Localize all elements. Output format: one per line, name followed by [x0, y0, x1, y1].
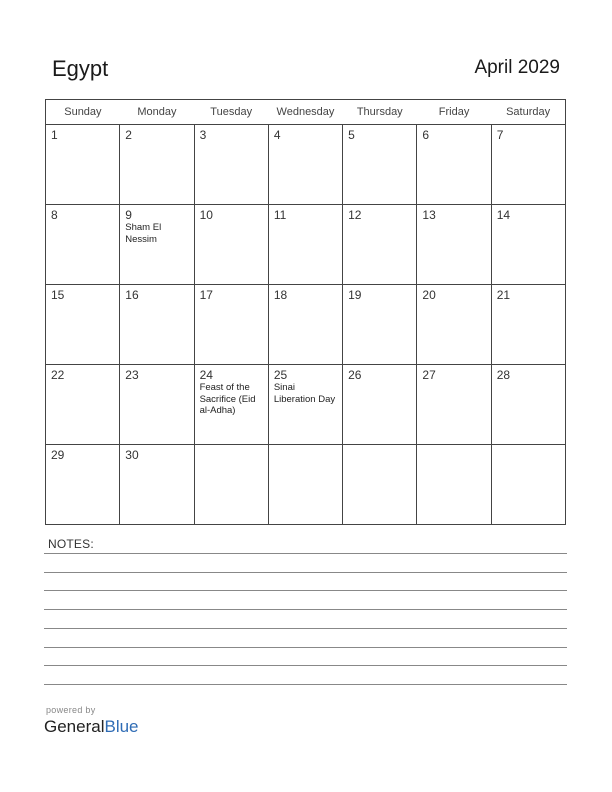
note-line — [44, 553, 567, 554]
day-number: 2 — [125, 128, 132, 142]
day-cell — [46, 205, 120, 285]
day-number: 19 — [348, 288, 362, 302]
holiday-label: Feast of the Sacrifice (Eid al-Adha) — [199, 382, 256, 416]
week-row — [46, 445, 566, 525]
day-number: 27 — [422, 368, 436, 382]
day-cell — [268, 205, 342, 285]
brand-general: General — [44, 717, 105, 736]
day-number: 21 — [496, 288, 511, 302]
day-cell — [343, 205, 417, 285]
day-number: 7 — [496, 128, 504, 142]
day-number: 10 — [199, 208, 213, 222]
day-cell — [120, 445, 194, 525]
day-cell — [491, 365, 565, 445]
day-number: 24 — [199, 368, 213, 382]
day-number: 20 — [422, 288, 436, 302]
brand-blue: Blue — [104, 717, 139, 736]
weekday-thursday: Thursday — [343, 100, 417, 125]
week-row — [46, 365, 566, 445]
day-cell — [268, 125, 342, 205]
note-line — [44, 609, 567, 610]
day-number: 18 — [273, 288, 288, 302]
day-number: 22 — [51, 368, 65, 382]
day-cell — [120, 285, 194, 365]
holiday-label: Sinai Liberation Day — [273, 382, 336, 405]
day-cell — [417, 445, 491, 525]
day-number: 11 — [273, 208, 287, 222]
weekday-tuesday: Tuesday — [194, 100, 268, 125]
day-cell — [46, 125, 120, 205]
day-number: 8 — [51, 208, 58, 222]
day-cell — [194, 365, 268, 445]
weekday-friday: Friday — [417, 100, 491, 125]
day-number: 25 — [273, 368, 288, 382]
day-cell — [46, 285, 120, 365]
day-cell — [194, 285, 268, 365]
holiday-label: Sham El Nessim — [125, 222, 162, 245]
brand-logo — [44, 717, 139, 737]
day-number: 12 — [348, 208, 362, 222]
powered-by-text: powered by — [46, 705, 96, 715]
week-row — [46, 205, 566, 285]
notes-label: NOTES: — [48, 537, 94, 551]
day-number: 4 — [273, 128, 281, 142]
weekday-sunday: Sunday — [46, 100, 120, 125]
weekday-wednesday: Wednesday — [268, 100, 342, 125]
day-cell — [491, 445, 565, 525]
note-line — [44, 665, 567, 666]
week-row — [46, 125, 566, 205]
day-number: 13 — [422, 208, 436, 222]
day-cell — [194, 445, 268, 525]
note-line — [44, 684, 567, 685]
day-cell — [46, 445, 120, 525]
day-cell — [491, 205, 565, 285]
day-cell — [491, 125, 565, 205]
day-cell — [343, 285, 417, 365]
day-number: 26 — [348, 368, 362, 382]
day-cell — [417, 125, 491, 205]
day-number: 17 — [199, 288, 213, 302]
month-year-title: April 2029 — [474, 57, 560, 78]
day-number: 3 — [199, 128, 207, 142]
weekday-saturday: Saturday — [491, 100, 565, 125]
day-cell — [417, 365, 491, 445]
day-cell — [343, 125, 417, 205]
day-cell — [46, 365, 120, 445]
note-line — [44, 628, 567, 629]
day-number: 29 — [51, 448, 65, 462]
day-number: 30 — [125, 448, 139, 462]
day-cell — [120, 365, 194, 445]
day-cell — [120, 205, 194, 285]
day-number: 9 — [125, 208, 132, 222]
country-title: Egypt — [52, 56, 109, 81]
day-cell — [194, 205, 268, 285]
calendar-grid — [45, 99, 566, 525]
day-cell — [194, 125, 268, 205]
day-cell — [120, 125, 194, 205]
day-number: 16 — [125, 288, 139, 302]
day-number: 6 — [422, 128, 430, 142]
week-row — [46, 285, 566, 365]
day-number: 1 — [51, 128, 58, 142]
day-number: 14 — [496, 208, 511, 222]
weekday-header-row — [46, 100, 566, 125]
day-cell — [491, 285, 565, 365]
day-number: 5 — [348, 128, 355, 142]
day-number: 23 — [125, 368, 139, 382]
day-cell — [268, 285, 342, 365]
day-number: 28 — [496, 368, 511, 382]
day-cell — [268, 365, 342, 445]
day-cell — [343, 445, 417, 525]
note-line — [44, 647, 567, 648]
day-cell — [343, 365, 417, 445]
day-cell — [417, 205, 491, 285]
day-number: 15 — [51, 288, 65, 302]
note-line — [44, 590, 567, 591]
day-cell — [417, 285, 491, 365]
weekday-monday: Monday — [120, 100, 194, 125]
day-cell — [268, 445, 342, 525]
note-line — [44, 572, 567, 573]
